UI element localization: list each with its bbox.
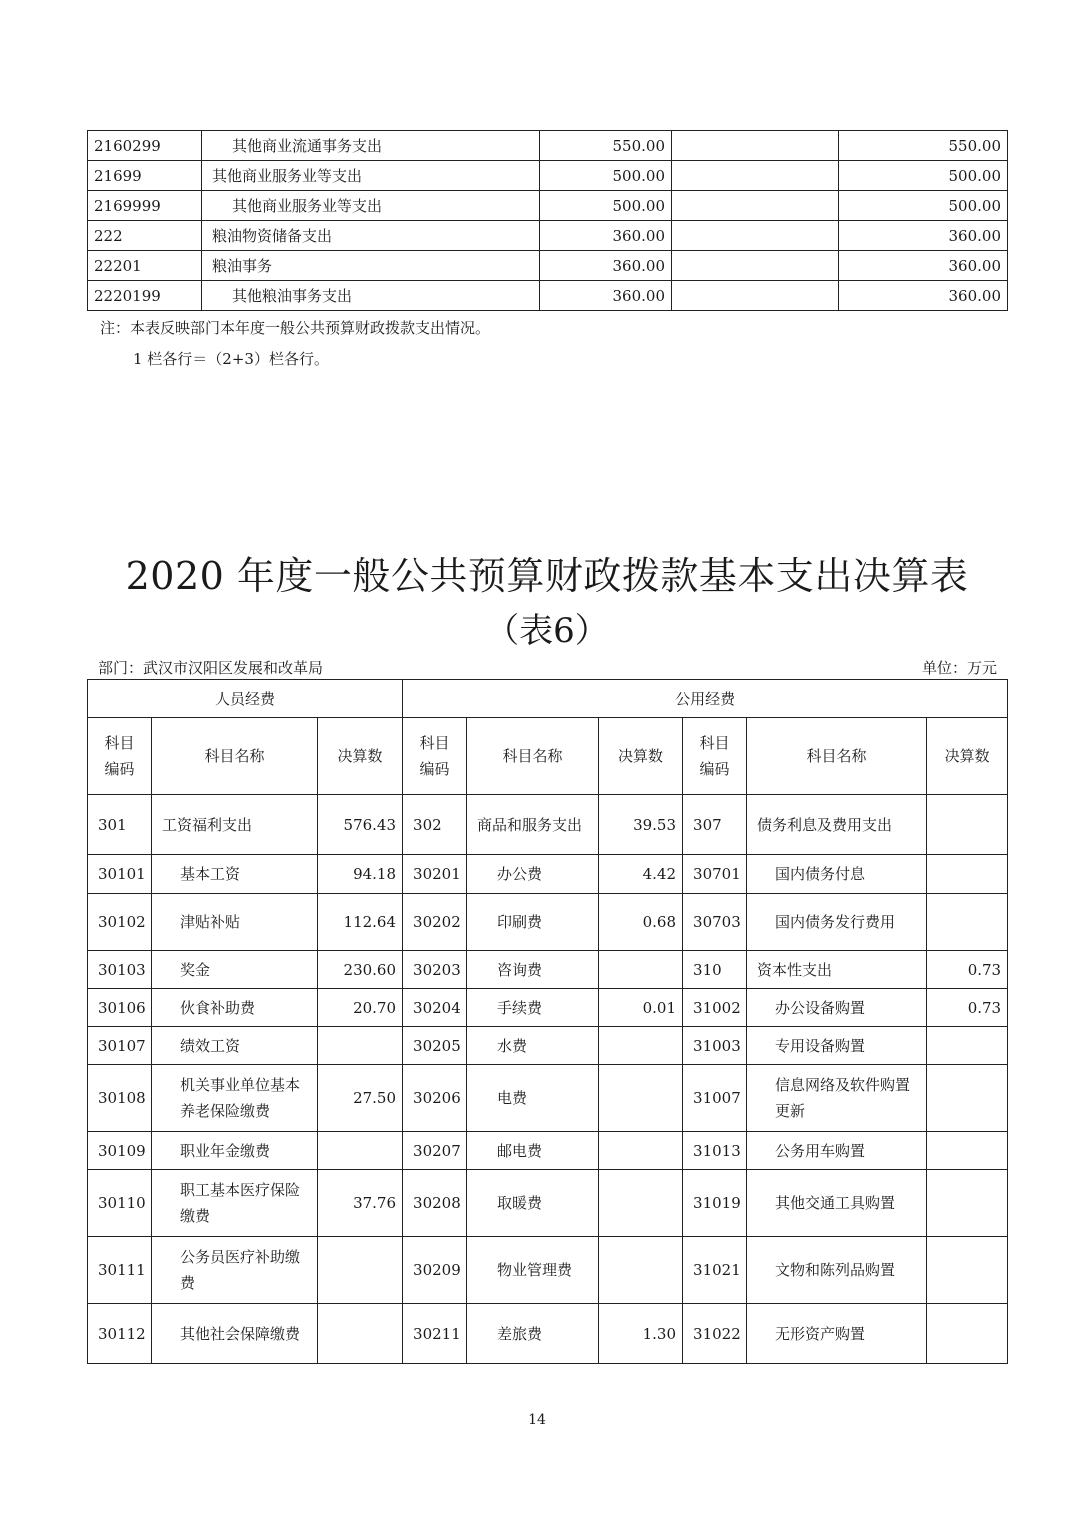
page-subtitle: （表6） xyxy=(485,611,609,651)
capital-code-cell: 31003 xyxy=(683,1027,747,1065)
group-header-personnel: 人员经费 xyxy=(88,680,403,718)
personnel-amount-cell: 112.64 xyxy=(318,894,403,951)
table-row xyxy=(88,855,1008,894)
capital-amount-cell xyxy=(927,1027,1008,1065)
personnel-code-cell: 301 xyxy=(88,795,152,855)
basic-amount-cell xyxy=(672,191,839,221)
public-name-cell: 邮电费 xyxy=(467,1132,599,1170)
capital-code-cell: 31002 xyxy=(683,989,747,1027)
col-header-name: 科目名称 xyxy=(747,718,927,795)
capital-name-cell: 国内债务发行费用 xyxy=(747,894,927,951)
public-amount-cell xyxy=(599,1237,683,1304)
public-code-cell: 30211 xyxy=(403,1304,467,1364)
project-amount-cell: 360.00 xyxy=(839,221,1008,251)
personnel-name-cell: 职业年金缴费 xyxy=(152,1132,318,1170)
col-header-amount: 决算数 xyxy=(927,718,1008,795)
public-code-cell: 30204 xyxy=(403,989,467,1027)
table-row xyxy=(88,894,1008,951)
capital-code-cell: 307 xyxy=(683,795,747,855)
public-code-cell: 30201 xyxy=(403,855,467,894)
public-code-cell: 30202 xyxy=(403,894,467,951)
item-code-cell: 2169999 xyxy=(88,191,202,221)
capital-amount-cell xyxy=(927,795,1008,855)
public-amount-cell: 0.01 xyxy=(599,989,683,1027)
personnel-code-cell: 30101 xyxy=(88,855,152,894)
basic-amount-cell xyxy=(672,221,839,251)
public-name-cell: 电费 xyxy=(467,1065,599,1132)
total-amount-cell: 550.00 xyxy=(540,131,672,161)
personnel-amount-cell xyxy=(318,1304,403,1364)
personnel-code-cell: 30111 xyxy=(88,1237,152,1304)
unit-label: 单位：万元 xyxy=(921,659,997,677)
col-header-name: 科目名称 xyxy=(467,718,599,795)
personnel-code-cell: 30110 xyxy=(88,1170,152,1237)
basic-amount-cell xyxy=(672,161,839,191)
public-code-cell: 302 xyxy=(403,795,467,855)
personnel-name-cell: 公务员医疗补助缴费 xyxy=(152,1237,318,1304)
capital-amount-cell xyxy=(927,1304,1008,1364)
public-code-cell: 30208 xyxy=(403,1170,467,1237)
personnel-name-cell: 绩效工资 xyxy=(152,1027,318,1065)
capital-amount-cell xyxy=(927,894,1008,951)
public-name-cell: 咨询费 xyxy=(467,951,599,989)
public-amount-cell: 0.68 xyxy=(599,894,683,951)
public-name-cell: 差旅费 xyxy=(467,1304,599,1364)
public-amount-cell xyxy=(599,1065,683,1132)
capital-code-cell: 31022 xyxy=(683,1304,747,1364)
personnel-name-cell: 机关事业单位基本养老保险缴费 xyxy=(152,1065,318,1132)
page-number: 14 xyxy=(528,1412,546,1428)
table-row xyxy=(88,1304,1008,1364)
col-header-code: 科目编码 xyxy=(683,718,747,795)
personnel-name-cell: 职工基本医疗保险缴费 xyxy=(152,1170,318,1237)
total-amount-cell: 500.00 xyxy=(540,191,672,221)
basic-expenditure-body xyxy=(88,795,1008,1364)
personnel-amount-cell: 576.43 xyxy=(318,795,403,855)
table-row xyxy=(88,1065,1008,1132)
item-name-cell: 其他商业服务业等支出 xyxy=(202,161,540,191)
item-name-cell: 其他商业流通事务支出 xyxy=(202,131,540,161)
personnel-code-cell: 30109 xyxy=(88,1132,152,1170)
capital-code-cell: 31007 xyxy=(683,1065,747,1132)
item-name-cell: 其他商业服务业等支出 xyxy=(202,191,540,221)
table-row xyxy=(88,951,1008,989)
capital-name-cell: 资本性支出 xyxy=(747,951,927,989)
basic-expenditure-table xyxy=(87,679,1008,1364)
total-amount-cell: 360.00 xyxy=(540,251,672,281)
personnel-amount-cell: 27.50 xyxy=(318,1065,403,1132)
table-row xyxy=(88,281,1008,311)
capital-amount-cell xyxy=(927,1132,1008,1170)
personnel-amount-cell xyxy=(318,1027,403,1065)
col-header-code: 科目编码 xyxy=(88,718,152,795)
capital-code-cell: 30703 xyxy=(683,894,747,951)
personnel-amount-cell: 94.18 xyxy=(318,855,403,894)
personnel-name-cell: 奖金 xyxy=(152,951,318,989)
capital-name-cell: 专用设备购置 xyxy=(747,1027,927,1065)
public-name-cell: 商品和服务支出 xyxy=(467,795,599,855)
total-amount-cell: 360.00 xyxy=(540,221,672,251)
capital-code-cell: 31013 xyxy=(683,1132,747,1170)
project-amount-cell: 500.00 xyxy=(839,161,1008,191)
capital-amount-cell: 0.73 xyxy=(927,989,1008,1027)
personnel-code-cell: 30106 xyxy=(88,989,152,1027)
capital-amount-cell xyxy=(927,855,1008,894)
personnel-name-cell: 其他社会保障缴费 xyxy=(152,1304,318,1364)
public-code-cell: 30209 xyxy=(403,1237,467,1304)
expenditure-continuation-table xyxy=(87,130,1008,311)
item-code-cell: 22201 xyxy=(88,251,202,281)
capital-name-cell: 债务利息及费用支出 xyxy=(747,795,927,855)
personnel-amount-cell: 20.70 xyxy=(318,989,403,1027)
personnel-name-cell: 伙食补助费 xyxy=(152,989,318,1027)
basic-amount-cell xyxy=(672,281,839,311)
capital-name-cell: 办公设备购置 xyxy=(747,989,927,1027)
personnel-code-cell: 30112 xyxy=(88,1304,152,1364)
public-name-cell: 手续费 xyxy=(467,989,599,1027)
col-header-name: 科目名称 xyxy=(152,718,318,795)
public-amount-cell xyxy=(599,1170,683,1237)
personnel-amount-cell: 230.60 xyxy=(318,951,403,989)
capital-code-cell: 30701 xyxy=(683,855,747,894)
table-note-line2: 1 栏各行＝（2+3）栏各行。 xyxy=(133,350,329,368)
capital-name-cell: 公务用车购置 xyxy=(747,1132,927,1170)
personnel-code-cell: 30102 xyxy=(88,894,152,951)
table-row xyxy=(88,1237,1008,1304)
table-row xyxy=(88,795,1008,855)
capital-amount-cell: 0.73 xyxy=(927,951,1008,989)
public-amount-cell: 1.30 xyxy=(599,1304,683,1364)
personnel-amount-cell xyxy=(318,1237,403,1304)
public-amount-cell xyxy=(599,1027,683,1065)
personnel-name-cell: 津贴补贴 xyxy=(152,894,318,951)
item-name-cell: 其他粮油事务支出 xyxy=(202,281,540,311)
basic-amount-cell xyxy=(672,251,839,281)
public-code-cell: 30205 xyxy=(403,1027,467,1065)
capital-code-cell: 31021 xyxy=(683,1237,747,1304)
item-code-cell: 2220199 xyxy=(88,281,202,311)
project-amount-cell: 360.00 xyxy=(839,251,1008,281)
personnel-name-cell: 基本工资 xyxy=(152,855,318,894)
public-amount-cell xyxy=(599,951,683,989)
capital-code-cell: 31019 xyxy=(683,1170,747,1237)
public-code-cell: 30207 xyxy=(403,1132,467,1170)
col-header-amount: 决算数 xyxy=(318,718,403,795)
col-header-amount: 决算数 xyxy=(599,718,683,795)
table-row xyxy=(88,1027,1008,1065)
capital-amount-cell xyxy=(927,1170,1008,1237)
public-name-cell: 取暖费 xyxy=(467,1170,599,1237)
basic-amount-cell xyxy=(672,131,839,161)
personnel-code-cell: 30107 xyxy=(88,1027,152,1065)
capital-amount-cell xyxy=(927,1065,1008,1132)
personnel-code-cell: 30103 xyxy=(88,951,152,989)
table-row xyxy=(88,131,1008,161)
public-name-cell: 物业管理费 xyxy=(467,1237,599,1304)
public-amount-cell: 4.42 xyxy=(599,855,683,894)
personnel-amount-cell: 37.76 xyxy=(318,1170,403,1237)
group-header-public: 公用经费 xyxy=(403,680,1008,718)
table-row xyxy=(88,989,1008,1027)
item-name-cell: 粮油事务 xyxy=(202,251,540,281)
public-name-cell: 水费 xyxy=(467,1027,599,1065)
item-code-cell: 2160299 xyxy=(88,131,202,161)
capital-name-cell: 文物和陈列品购置 xyxy=(747,1237,927,1304)
capital-name-cell: 国内债务付息 xyxy=(747,855,927,894)
capital-name-cell: 信息网络及软件购置更新 xyxy=(747,1065,927,1132)
table-row xyxy=(88,161,1008,191)
capital-code-cell: 310 xyxy=(683,951,747,989)
project-amount-cell: 550.00 xyxy=(839,131,1008,161)
public-name-cell: 办公费 xyxy=(467,855,599,894)
page-title: 2020 年度一般公共预算财政拨款基本支出决算表 xyxy=(125,554,969,598)
table-note-line1: 注：本表反映部门本年度一般公共预算财政拨款支出情况。 xyxy=(100,319,491,337)
public-code-cell: 30203 xyxy=(403,951,467,989)
public-code-cell: 30206 xyxy=(403,1065,467,1132)
project-amount-cell: 500.00 xyxy=(839,191,1008,221)
public-name-cell: 印刷费 xyxy=(467,894,599,951)
expenditure-continuation-body xyxy=(88,131,1008,311)
total-amount-cell: 360.00 xyxy=(540,281,672,311)
item-code-cell: 21699 xyxy=(88,161,202,191)
public-amount-cell: 39.53 xyxy=(599,795,683,855)
personnel-amount-cell xyxy=(318,1132,403,1170)
table-row xyxy=(88,1170,1008,1237)
project-amount-cell: 360.00 xyxy=(839,281,1008,311)
col-header-code: 科目编码 xyxy=(403,718,467,795)
item-code-cell: 222 xyxy=(88,221,202,251)
table-row xyxy=(88,1132,1008,1170)
table-row xyxy=(88,251,1008,281)
personnel-code-cell: 30108 xyxy=(88,1065,152,1132)
table-row xyxy=(88,221,1008,251)
total-amount-cell: 500.00 xyxy=(540,161,672,191)
capital-name-cell: 其他交通工具购置 xyxy=(747,1170,927,1237)
table-row xyxy=(88,191,1008,221)
item-name-cell: 粮油物资储备支出 xyxy=(202,221,540,251)
public-amount-cell xyxy=(599,1132,683,1170)
personnel-name-cell: 工资福利支出 xyxy=(152,795,318,855)
capital-amount-cell xyxy=(927,1237,1008,1304)
department-label: 部门：武汉市汉阳区发展和改革局 xyxy=(98,659,324,677)
capital-name-cell: 无形资产购置 xyxy=(747,1304,927,1364)
